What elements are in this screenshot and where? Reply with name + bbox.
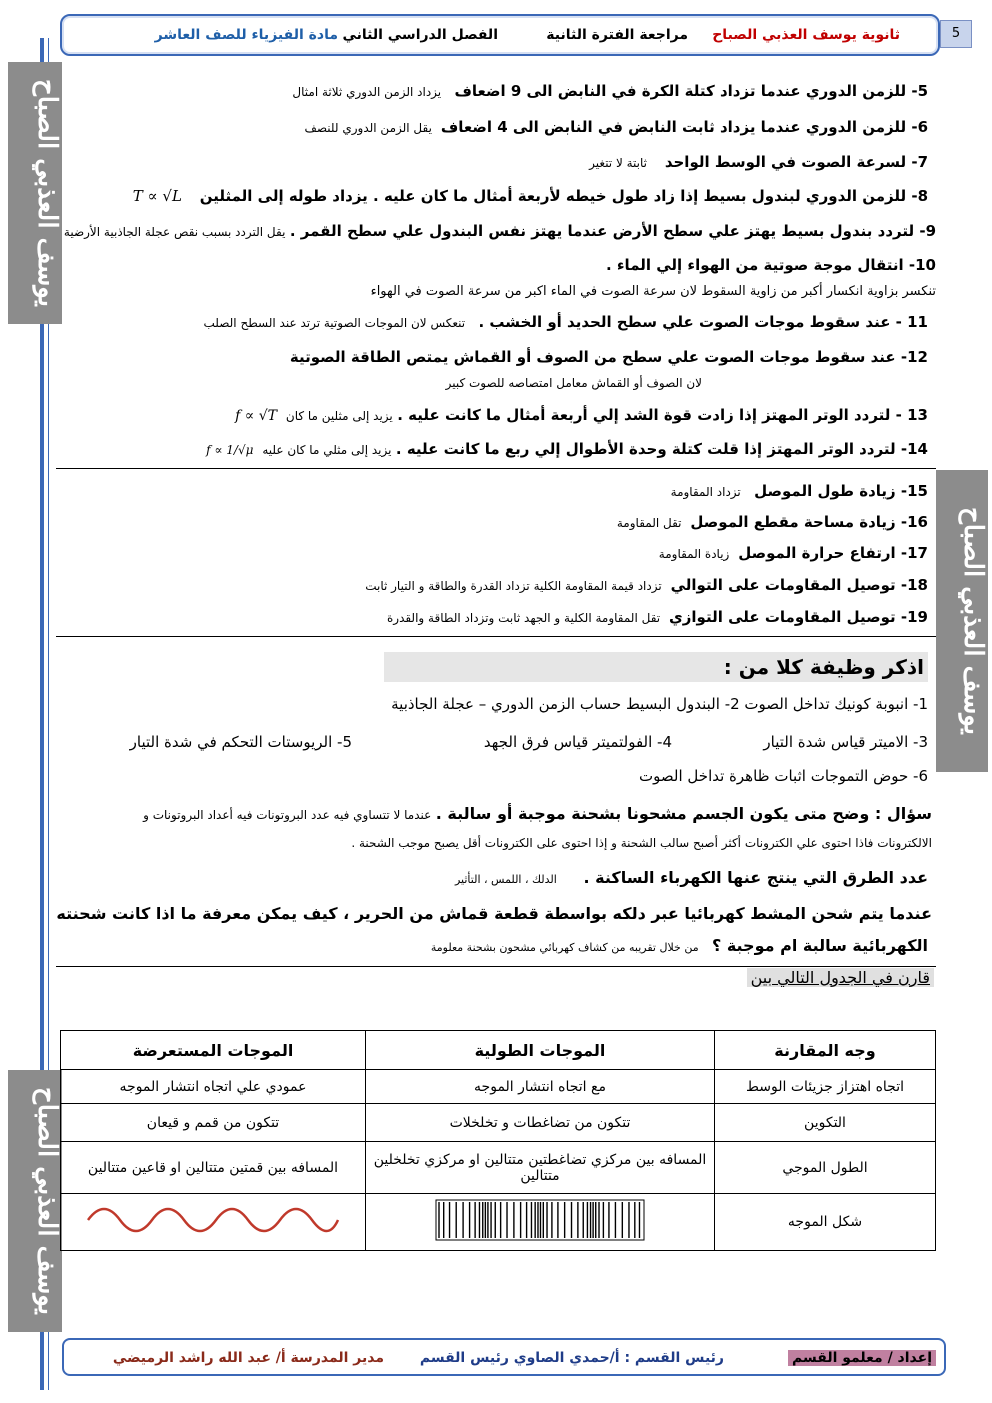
item-7: 7- لسرعة الصوت في الوسط الواحد ثابتة لا تتغير: [589, 153, 928, 171]
item-6: 6- للزمن الدوري عندما يزداد ثابت النابض في النابض الى 4 اضعاف يقل الزمن الدوري للنصف: [304, 118, 928, 136]
formula-period: T ∝ √L: [132, 187, 182, 205]
table-header: وجه المقارنة: [715, 1031, 936, 1070]
item-17: 17- ارتفاع حرارة الموصل زيادة المقاومة: [658, 544, 928, 562]
item-12: 12- عند سقوط موجات الصوت علي سطح من الصوف أو القماش يمتص الطاقة الصوتية: [289, 348, 928, 366]
question-3-line-2: الكهربائية سالبة ام موجبة ؟ من خلال تقريبه من كشاف كهربائي مشحون بشحنة معلومة: [430, 936, 928, 955]
compare-title: قارن في الجدول التالي بين: [747, 968, 934, 987]
table-row: [61, 1104, 936, 1142]
table-header: الموجات الطولية: [366, 1031, 715, 1070]
functions-rheostat: 5- الريوستات التحكم في شدة التيار: [129, 733, 352, 751]
question-1-answer: الالكترونات فاذا احتوى علي الكترونات أكثر أصبح سالب الشحنة و إذا احتوى على الكترونات أقل يصبح موجب الشحنة .: [351, 836, 932, 850]
transverse-wave-figure: [61, 1194, 366, 1251]
table-row: [61, 1070, 936, 1104]
side-label-right: يوسف العذبي الصباح: [936, 470, 988, 772]
school-name: ثانوية يوسف العذبي الصباح: [712, 27, 900, 43]
functions-title: اذكر وظيفة كلا من :: [384, 652, 928, 682]
table-cell: شكل الموجه: [715, 1194, 936, 1251]
separator-1: [56, 468, 936, 469]
footer-head: رئيس القسم : أ/حمدي الصاوي رئيس القسم: [419, 1350, 724, 1366]
item-19: 19- توصيل المقاومات على التوازي تقل المقاومة الكلية و الجهد ثابت وتزداد الطاقة والقدرة: [386, 608, 928, 626]
side-label-top: يوسف العذبي الصباح: [8, 62, 62, 324]
item-5: 5- للزمن الدوري عندما تزداد كتلة الكرة في النابض الى 9 اضعاف يزداد الزمن الدوري ثلاثة امثال: [292, 82, 928, 100]
table-cell: المسافه بين مركزي تضاغطتين متتالين او مركزي تخلخلين متتالين: [366, 1142, 715, 1194]
table-cell: تتكون من قمم و قيعان: [61, 1104, 366, 1142]
question-1: سؤال : وضح متى يكون الجسم مشحونا بشحنة موجبة أو سالبة . عندما لا تتساوي فيه عدد البروتونات فيه أعداد البروتونات و: [143, 804, 932, 823]
item-18: 18- توصيل المقاومات على التوالي تزداد قيمة المقاومة الكلية تزداد القدرة والطاقة و التيار ثابت: [365, 576, 928, 594]
formula-tension: f ∝ √T: [235, 408, 277, 424]
page-header: [60, 14, 940, 56]
page-number: 5: [940, 20, 972, 48]
separator-3: [56, 966, 936, 967]
comparison-table: [60, 1030, 936, 1251]
table-header-row: [61, 1031, 936, 1070]
question-2: عدد الطرق التي ينتج عنها الكهرباء الساكنة . الدلك ، اللمس ، التأثير: [454, 868, 928, 887]
item-14: 14- لتردد الوتر المهتز إذا قلت كتلة وحدة الأطوال إلي ربع ما كانت عليه . يزيد إلى مثلي ما كان عليه f ∝ 1/√μ: [206, 440, 928, 458]
transverse-wave-svg: [83, 1196, 343, 1244]
subject-label: مادة الفيزياء للصف العاشر: [154, 27, 338, 43]
item-11: 11 - عند سقوط موجات الصوت علي سطح الحديد أو الخشب . تنعكس لان الموجات الصوتية ترتد عند السطح الصلب: [203, 313, 928, 331]
formula-density: f ∝ 1/√μ: [206, 443, 254, 457]
item-8: 8- للزمن الدوري لبندول بسيط إذا زاد طول خيطه لأربعة أمثال ما كان عليه . يزداد طوله إلى المثلين T ∝ √L: [132, 187, 928, 205]
table-cell: مع اتجاه انتشار الموجه: [366, 1070, 715, 1104]
longitudinal-wave-figure: [366, 1194, 715, 1251]
item-16: 16- زيادة مساحة مقطع الموصل تقل المقاومة: [616, 513, 928, 531]
longitudinal-wave-svg: [435, 1198, 645, 1242]
table-cell: عمودي علي اتجاه انتشار الموجه: [61, 1070, 366, 1104]
item-9: 9- لتردد بندول بسيط يهتز علي سطح الأرض عندما يهتز نفس البندول علي سطح القمر . يقل التردد بسبب نقص عجلة الجاذبية الأرضية: [63, 222, 936, 240]
side-label-bottom: يوسف العذبي الصباح: [8, 1070, 62, 1332]
table-row: [61, 1194, 936, 1251]
item-12-answer: لان الصوف أو القماش معامل امتصاصه للصوت كبير: [445, 376, 702, 390]
functions-row-1: 1- انبوبة كونيك تداخل الصوت 2- البندول البسيط حساب الزمن الدوري – عجلة الجاذبية: [391, 695, 928, 713]
page-footer: [62, 1338, 946, 1376]
footer-prepared: إعداد / معلمو القسم: [788, 1350, 936, 1366]
item-15: 15- زيادة طول الموصل تزداد المقاومة: [670, 482, 928, 500]
table-header: الموجات المستعرضة: [61, 1031, 366, 1070]
item-13: 13 - لتردد الوتر المهتز إذا زادت قوة الشد إلي أربعة أمثال ما كانت عليه . يزيد إلى مثلين ما كان f ∝ √T: [235, 406, 928, 424]
table-cell: الطول الموجي: [715, 1142, 936, 1194]
table-cell: اتجاه اهتزاز جزيئات الوسط: [715, 1070, 936, 1104]
functions-row-3: 6- حوض التموجات اثبات ظاهرة تداخل الصوت: [639, 767, 928, 785]
item-10: 10- انتقال موجة صوتية من الهواء إلي الماء .: [605, 256, 936, 274]
table-cell: المسافه بين قمتين متتالين او قاعين متتالين: [61, 1142, 366, 1194]
question-3: عندما يتم شحن المشط كهربائيا عبر دلكه بواسطة قطعة قماش من الحرير ، كيف يمكن معرفة ما اذا كانت شحنته: [56, 904, 932, 923]
functions-ammeter: 3- الاميتر قياس شدة التيار: [763, 733, 928, 751]
separator-2: [56, 636, 936, 637]
item-10-answer: تنكسر بزاوية انكسار أكبر من زاوية السقوط لان سرعة الصوت في الماء اكبر من سرعة الصوت في الهواء: [370, 284, 936, 299]
footer-principal: مدير المدرسة أ/ عبد الله راشد الرميضي: [112, 1350, 384, 1366]
table-cell: التكوين: [715, 1104, 936, 1142]
table-cell: تتكون من تضاغطات و تخلخلات: [366, 1104, 715, 1142]
review-title: مراجعة الفترة الثانية: [546, 27, 688, 43]
semester-label: الفصل الدراسي الثاني: [342, 27, 498, 43]
functions-voltmeter: 4- الفولتميتر قياس فرق الجهد: [483, 733, 672, 751]
table-row: [61, 1142, 936, 1194]
